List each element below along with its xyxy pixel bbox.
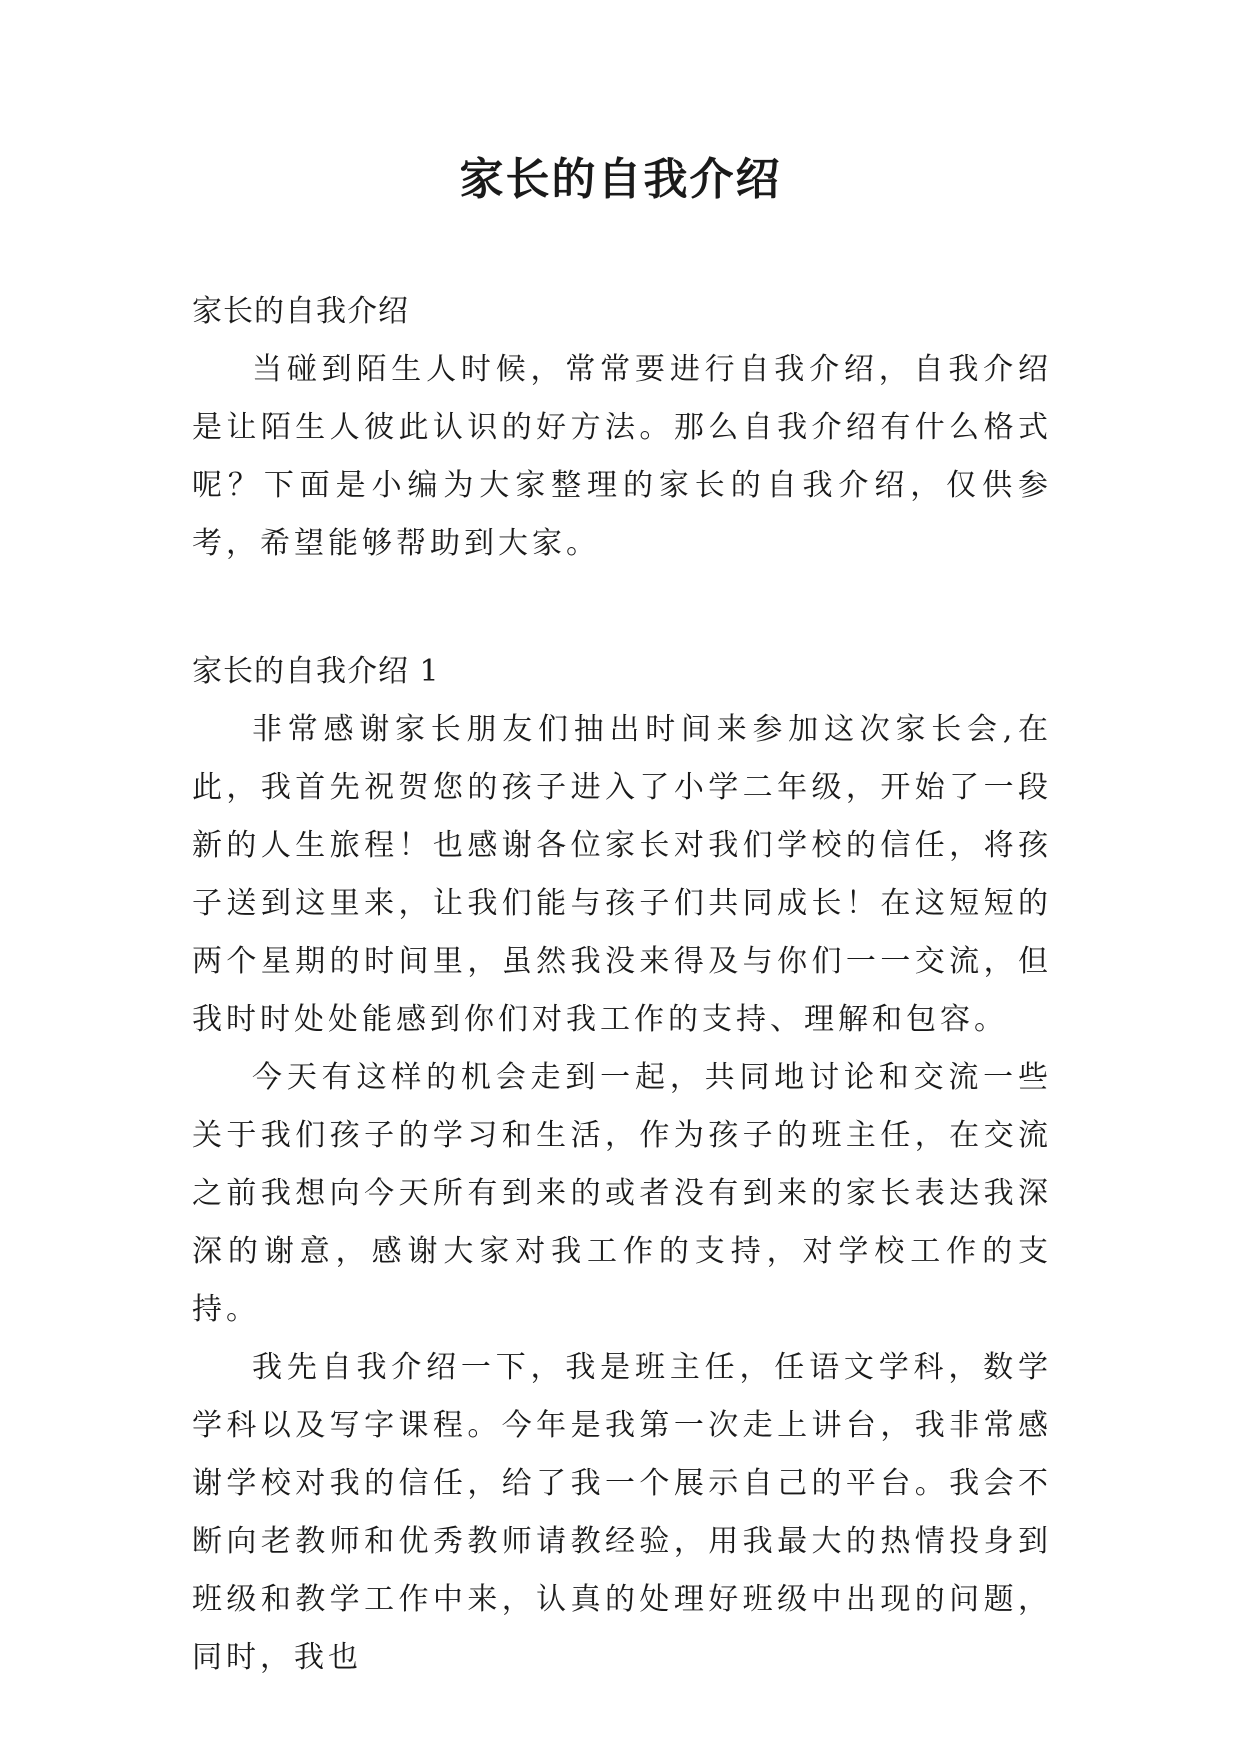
paragraph: 非常感谢家长朋友们抽出时间来参加这次家长会,在此，我首先祝贺您的孩子进入了小学二年级，开始了一段新的人生旅程！也感谢各位家长对我们学校的信任，将孩子送到这里来，让我们能与孩子们共同成长！在这短短的两个星期的时间里，虽然我没来得及与你们一一交流，但我时时处处能感到你们对我工作的支持、理解和包容。 <box>192 712 1052 1037</box>
section-intro <box>192 283 1052 573</box>
paragraph: 今天有这样的机会走到一起，共同地讨论和交流一些关于我们孩子的学习和生活，作为孩子的班主任，在交流之前我想向今天所有到来的或者没有到来的家长表达我深深的谢意，感谢大家对我工作的支持，对学校工作的支持。 <box>192 1060 1052 1327</box>
section-spacer <box>192 573 1052 643</box>
section-1 <box>192 643 1052 1687</box>
section-heading: 家长的自我介绍 1 <box>192 654 440 689</box>
paragraph: 我先自我介绍一下，我是班主任，任语文学科，数学学科以及写字课程。今年是我第一次走上讲台，我非常感谢学校对我的信任，给了我一个展示自己的平台。我会不断向老教师和优秀教师请教经验，用我最大的热情投身到班级和教学工作中来，认真的处理好班级中出现的问题，同时，我也 <box>192 1350 1052 1675</box>
paragraph: 当碰到陌生人时候，常常要进行自我介绍，自我介绍是让陌生人彼此认识的好方法。那么自我介绍有什么格式呢？下面是小编为大家整理的家长的自我介绍，仅供参考，希望能够帮助到大家。 <box>192 352 1052 561</box>
section-heading: 家长的自我介绍 <box>192 294 409 329</box>
document-title: 家长的自我介绍 <box>459 154 782 205</box>
document-body <box>192 283 1052 1687</box>
